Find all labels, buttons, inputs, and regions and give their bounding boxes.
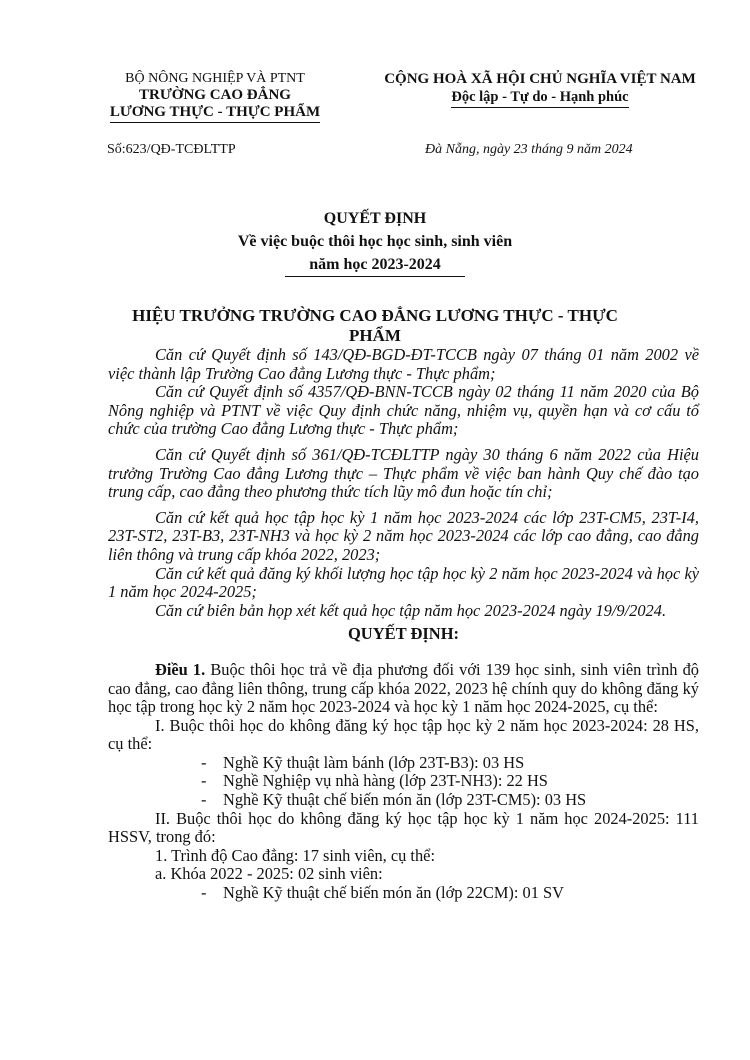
legal-basis: Căn cứ kết quả học tập học kỳ 1 năm học 2023-2024 các lớp 23T-CM5, 23T-I4, 23T-ST2, 23T-B3, 23T-NH3 và học kỳ 2 năm học 2023-2024 các lớp cao đẳng, cao đẳng liên thông và trung cấp khóa 2022, 2023; xyxy=(108,507,699,564)
legal-basis: Căn cứ biên bản họp xét kết quả học tập năm học 2023-2024 ngày 19/9/2024. xyxy=(155,600,667,620)
ministry-name: BỘ NÔNG NGHIỆP VÀ PTNT xyxy=(125,71,305,86)
decision-school-year: năm học 2023-2024 xyxy=(285,256,465,277)
article-1-label: Điều 1. xyxy=(155,659,206,679)
legal-basis: Căn cứ kết quả đăng ký khối lượng học tập học kỳ 2 năm học 2023-2024 và học kỳ 1 năm học 2024-2025; xyxy=(108,563,699,602)
document-body xyxy=(108,346,699,903)
issuing-authority: HIỆU TRƯỞNG TRƯỜNG CAO ĐẲNG LƯƠNG THỰC - THỰC PHẨM xyxy=(132,306,618,345)
cohort-heading: a. Khóa 2022 - 2025: 02 sinh viên: xyxy=(155,864,383,884)
list-item: - Nghề Kỹ thuật chế biến món ăn (lớp 22CM): 01 SV xyxy=(201,883,564,903)
document-date: Đà Nẵng, ngày 23 tháng 9 năm 2024 xyxy=(425,142,633,157)
level-heading: 1. Trình độ Cao đẳng: 17 sinh viên, cụ thể: xyxy=(155,845,436,865)
section-2-heading: II. Buộc thôi học do không đăng ký học tập học kỳ 1 năm học 2024-2025: 111 HSSV, trong đó: xyxy=(108,808,699,847)
section-1-heading: I. Buộc thôi học do không đăng ký học tập học kỳ 2 năm học 2023-2024: 28 HS, cụ thể: xyxy=(108,715,699,754)
issuing-agency-block xyxy=(100,70,330,123)
school-name-line1: TRƯỜNG CAO ĐẲNG xyxy=(139,87,291,103)
article-1-text: Buộc thôi học trả về địa phương đối với 139 học sinh, sinh viên trình độ cao đẳng, cao đẳng liên thông, trung cấp khóa 2022, 2023 hệ chính quy do không đăng ký học tập trong học kỳ 2 năm học 2023-2024 và học kỳ 1 năm học 2024-2025, cụ thể: xyxy=(108,659,699,717)
legal-basis: Căn cứ Quyết định số 361/QĐ-TCĐLTTP ngày 30 tháng 6 năm 2022 của Hiệu trưởng Trường Cao đẳng Lương thực – Thực phẩm về việc ban hành Quy chế đào tạo trung cấp, cao đẳng theo phương thức tích lũy mô đun hoặc tín chỉ; xyxy=(108,444,699,502)
list-item: - Nghề Kỹ thuật chế biến món ăn (lớp 23T-CM5): 03 HS xyxy=(201,790,587,810)
document-number: Số:623/QĐ-TCĐLTTP xyxy=(107,142,236,157)
legal-basis: Căn cứ Quyết định số 143/QĐ-BGD-ĐT-TCCB ngày 07 tháng 01 năm 2002 về việc thành lập Trường Cao đẳng Lương thực - Thực phẩm; xyxy=(108,345,699,383)
school-name-line2: LƯƠNG THỰC - THỰC PHẨM xyxy=(110,104,320,123)
national-title-block xyxy=(360,70,720,108)
decision-subject: Về việc buộc thôi học học sinh, sinh viên xyxy=(237,233,513,250)
national-motto: Độc lập - Tự do - Hạnh phúc xyxy=(451,88,628,108)
list-item: - Nghề Kỹ thuật làm bánh (lớp 23T-B3): 03 HS xyxy=(201,752,525,772)
decision-heading: QUYẾT ĐỊNH: xyxy=(347,624,460,644)
legal-basis: Căn cứ Quyết định số 4357/QĐ-BNN-TCCB ngày 02 tháng 11 năm 2020 của Bộ Nông nghiệp và PTNT về việc Quy định chức năng, nhiệm vụ, quyền hạn và cơ cấu tổ chức của trường Cao đẳng Lương thực - Thực phẩm; xyxy=(108,382,699,439)
list-item: - Nghề Nghiệp vụ nhà hàng (lớp 23T-NH3): 22 HS xyxy=(201,771,548,791)
decision-title: QUYẾT ĐỊNH xyxy=(323,210,427,227)
country-name: CỘNG HOÀ XÃ HỘI CHỦ NGHĨA VIỆT NAM xyxy=(384,71,696,87)
article-1 xyxy=(108,661,699,717)
